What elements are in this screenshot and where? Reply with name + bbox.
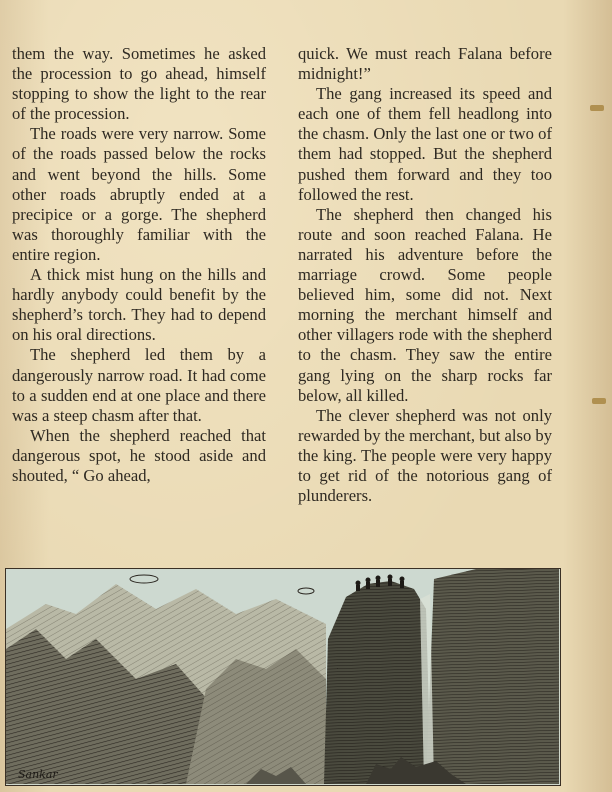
- page-edge-mark: [590, 105, 604, 111]
- artist-signature: Sankar: [18, 768, 58, 781]
- paragraph: A thick mist hung on the hills and hardly anybody could benefit by the shepherd’s torch. They had to depend on his oral directions.: [12, 265, 266, 345]
- text-column-right: [298, 44, 552, 506]
- paragraph: The shepherd led them by a dangerously narrow road. It had come to a sudden end at one place and there was a steep chasm after that.: [12, 345, 266, 425]
- paragraph: The gang increased its speed and each one of them fell headlong into the chasm. Only the last one or two of them had stopped. But the shepherd pushed them forward and they too followed the rest.: [298, 84, 552, 204]
- paragraph: When the shepherd reached that dangerous spot, he stood aside and shouted, “ Go ahead,: [12, 425, 266, 485]
- paragraph: them the way. Sometimes he asked the procession to go ahead, himself stopping to show the light to the rear of the procession.: [12, 44, 266, 124]
- text-column-left: [12, 44, 266, 486]
- paragraph: quick. We must reach Falana before midnight!”: [298, 44, 552, 84]
- paragraph: The clever shepherd was not only rewarded by the merchant, but also by the king. The people were very happy to get rid of the notorious gang of plunderers.: [298, 405, 552, 506]
- page-edge-mark: [592, 398, 606, 404]
- paragraph: The shepherd then changed his route and soon reached Falana. He narrated his adventure before the marriage crowd. Some people believed him, some did not. Next morning the merchant himself and other villagers rode with the shepherd to the chasm. They saw the entire gang lying on the sharp rocks far below, all killed.: [298, 204, 552, 405]
- mountain-illustration: [5, 568, 561, 786]
- mountain-chasm-drawing: [6, 569, 559, 784]
- paragraph: The roads were very narrow. Some of the roads passed below the rocks and went beyond the hills. Some other roads abruptly ended at a precipice or a gorge. The shepherd was thoroughly familiar with the entire region.: [12, 124, 266, 264]
